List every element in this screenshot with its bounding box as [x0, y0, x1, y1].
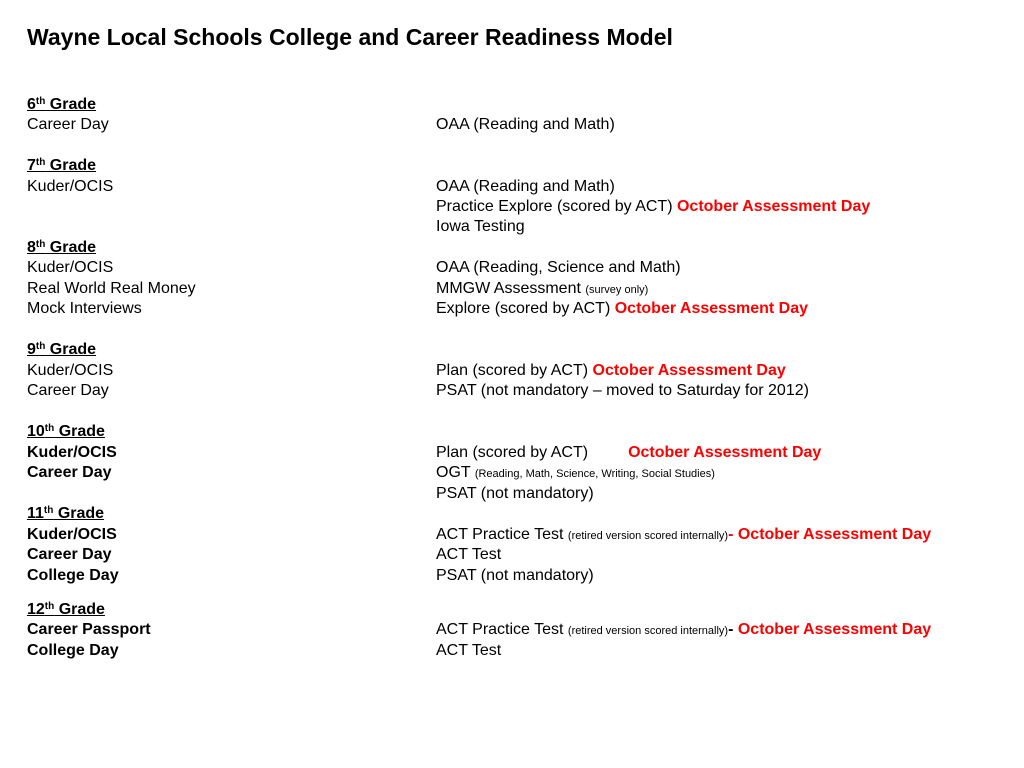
grade-10-assessment: OGT (Reading, Math, Science, Writing, Social Studies) [436, 464, 715, 481]
grade-11-heading: 11th Grade [27, 505, 105, 522]
grade-11-assessment: PSAT (not mandatory) [436, 567, 594, 584]
october-assessment-day-note: October Assessment Day [614, 300, 808, 317]
grade-12-assessment: ACT Test [436, 642, 502, 659]
grade-10-assessment: Plan (scored by ACT) October Assessment Day [436, 444, 822, 461]
grade-7-heading: 7th Grade [27, 157, 97, 174]
grade-9-heading: 9th Grade [27, 341, 97, 358]
grade-11-assessment: ACT Practice Test (retired version scored internally)- October Assessment Day [436, 526, 932, 543]
grade-9-assessment: Plan (scored by ACT) October Assessment Day [436, 362, 786, 379]
grade-11-career-item: Career Day [27, 546, 112, 563]
grade-9-assessment: PSAT (not mandatory – moved to Saturday for 2012) [436, 382, 809, 399]
october-assessment-day-note: October Assessment Day [676, 198, 871, 215]
grade-6-heading: 6th Grade [27, 96, 97, 113]
page-title: Wayne Local Schools College and Career Readiness Model [27, 24, 673, 50]
grade-12-career-item: Career Passport [27, 621, 151, 638]
grade-8-heading: 8th Grade [27, 239, 97, 256]
october-assessment-day-note: October Assessment Day [737, 621, 932, 638]
grade-8-career-item: Kuder/OCIS [27, 259, 114, 276]
grade-6-career-item: Career Day [27, 116, 109, 133]
grade-10-career-item: Kuder/OCIS [27, 444, 117, 461]
october-assessment-day-note: October Assessment Day [628, 444, 822, 461]
grade-8-assessment: MMGW Assessment (survey only) [436, 280, 649, 297]
grade-10-heading: 10th Grade [27, 423, 105, 440]
grade-7-assessment: Practice Explore (scored by ACT) October Assessment Day [436, 198, 871, 215]
grade-8-career-item: Real World Real Money [27, 280, 196, 297]
grade-9-career-item: Kuder/OCIS [27, 362, 114, 379]
october-assessment-day-note: October Assessment Day [592, 362, 786, 379]
grade-8-career-item: Mock Interviews [27, 300, 142, 317]
grade-8-assessment: OAA (Reading, Science and Math) [436, 259, 681, 276]
grade-9-career-item: Career Day [27, 382, 109, 399]
grade-11-assessment: ACT Test [436, 546, 502, 563]
grade-11-career-item: College Day [27, 567, 119, 584]
grade-7-career-item: Kuder/OCIS [27, 178, 114, 195]
grade-10-career-item: Career Day [27, 464, 112, 481]
october-assessment-day-note: October Assessment Day [737, 526, 932, 543]
grade-12-heading: 12th Grade [27, 601, 105, 618]
grade-10-assessment: PSAT (not mandatory) [436, 485, 594, 502]
grade-7-assessment: Iowa Testing [436, 218, 525, 235]
grade-6-assessment: OAA (Reading and Math) [436, 116, 615, 133]
grade-11-career-item: Kuder/OCIS [27, 526, 117, 543]
grade-12-career-item: College Day [27, 642, 119, 659]
grade-12-assessment: ACT Practice Test (retired version scored internally)- October Assessment Day [436, 621, 932, 638]
grade-8-assessment: Explore (scored by ACT) October Assessment Day [436, 300, 808, 317]
grade-7-assessment: OAA (Reading and Math) [436, 178, 615, 195]
